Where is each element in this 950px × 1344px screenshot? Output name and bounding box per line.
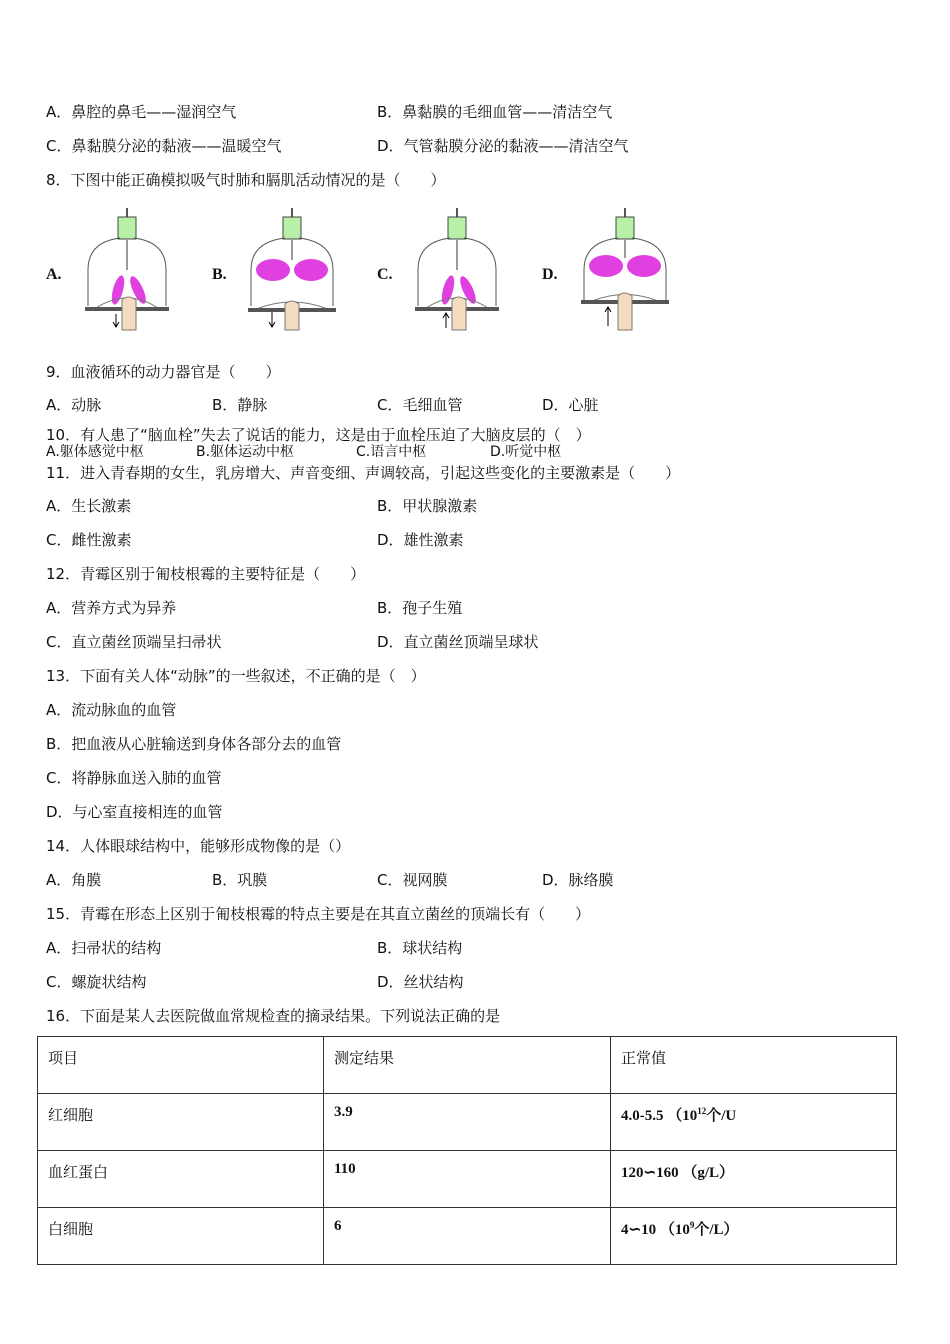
table-row <box>38 1151 897 1208</box>
q7-option-a: A．鼻腔的鼻毛——湿润空气 <box>46 103 237 121</box>
q16-stem: 16．下面是某人去医院做血常规检查的摘录结果。下列说法正确的是 <box>46 1007 501 1025</box>
q13-option-d: D．与心室直接相连的血管 <box>46 803 223 821</box>
q10-option-c: C.语言中枢 <box>356 444 427 460</box>
table-row <box>38 1208 897 1265</box>
q12-option-c: C．直立菌丝顶端呈扫帚状 <box>46 633 222 651</box>
q14-option-a: A．角膜 <box>46 871 102 889</box>
q8-stem: 8．下图中能正确模拟吸气时肺和膈肌活动情况的是（ ） <box>46 171 446 189</box>
normal-cell <box>611 1094 897 1151</box>
q11-stem: 11．进入青春期的女生，乳房增大、声音变细、声调较高，引起这些变化的主要激素是（ ） <box>46 464 681 482</box>
header-cell: 项目 <box>38 1037 324 1094</box>
q14-stem: 14．人体眼球结构中，能够形成物像的是（） <box>46 837 351 855</box>
q10-stem: 10．有人患了“脑血栓”失去了说话的能力，这是由于血栓压迫了大脑皮层的（ ） <box>46 426 591 444</box>
result-cell: 110 <box>324 1151 611 1208</box>
bell-jar-figure-b <box>247 208 339 333</box>
item-cell: 白细胞 <box>38 1208 324 1265</box>
q15-option-b: B．球状结构 <box>377 939 463 957</box>
table-row <box>38 1094 897 1151</box>
q9-stem: 9．血液循环的动力器官是（ ） <box>46 363 281 381</box>
q8-option-a: A. <box>46 266 62 283</box>
q12-option-d: D．直立菌丝顶端呈球状 <box>377 633 539 651</box>
bell-jar-figure-c <box>412 208 504 333</box>
q12-stem: 12．青霉区别于匍枝根霉的主要特征是（ ） <box>46 565 366 583</box>
q9-option-b: B．静脉 <box>212 396 268 414</box>
normal-cell <box>611 1151 897 1208</box>
q9-option-a: A．动脉 <box>46 396 102 414</box>
q11-option-a: A．生长激素 <box>46 497 132 515</box>
q15-option-d: D．丝状结构 <box>377 973 464 991</box>
q9-option-c: C．毛细血管 <box>377 396 463 414</box>
unit: 个/L） <box>694 1222 739 1238</box>
q7-option-c: C．鼻黏膜分泌的黏液——温暖空气 <box>46 137 282 155</box>
normal-cell <box>611 1208 897 1265</box>
q11-option-b: B．甲状腺激素 <box>377 497 478 515</box>
bell-jar-figure-a <box>82 208 174 333</box>
q12-option-a: A．营养方式为异养 <box>46 599 177 617</box>
q13-option-b: B．把血液从心脏输送到身体各部分去的血管 <box>46 735 342 753</box>
normal-value: 4.0-5.5 （10 <box>621 1108 698 1124</box>
q11-option-c: C．雌性激素 <box>46 531 132 549</box>
table-header-row <box>38 1037 897 1094</box>
unit: 个/U <box>706 1108 737 1124</box>
result-cell: 3.9 <box>324 1094 611 1151</box>
header-cell: 正常值 <box>611 1037 897 1094</box>
q14-option-b: B．巩膜 <box>212 871 268 889</box>
q8-option-d: D. <box>542 266 558 283</box>
result-cell: 6 <box>324 1208 611 1265</box>
q15-stem: 15．青霉在形态上区别于匍枝根霉的特点主要是在其直立菌丝的顶端长有（ ） <box>46 905 591 923</box>
q13-option-a: A．流动脉血的血管 <box>46 701 177 719</box>
q10-option-d: D.听觉中枢 <box>490 444 562 460</box>
normal-value: 120∽160 （g/L） <box>621 1165 734 1181</box>
q8-option-b: B. <box>212 266 227 283</box>
q15-option-c: C．螺旋状结构 <box>46 973 147 991</box>
q15-option-a: A．扫帚状的结构 <box>46 939 162 957</box>
header-cell: 测定结果 <box>324 1037 611 1094</box>
bell-jar-figure-d <box>580 208 672 333</box>
item-cell: 血红蛋白 <box>38 1151 324 1208</box>
blood-test-table <box>37 1036 897 1265</box>
q14-option-d: D．脉络膜 <box>542 871 614 889</box>
q7-option-b: B．鼻黏膜的毛细血管——清洁空气 <box>377 103 613 121</box>
exponent: 12 <box>697 1106 707 1116</box>
exponent: 9 <box>689 1220 695 1230</box>
q7-option-d: D．气管黏膜分泌的黏液——清洁空气 <box>377 137 629 155</box>
q9-option-d: D．心脏 <box>542 396 599 414</box>
q13-option-c: C．将静脉血送入肺的血管 <box>46 769 222 787</box>
q8-option-c: C. <box>377 266 393 283</box>
item-cell: 红细胞 <box>38 1094 324 1151</box>
q11-option-d: D．雄性激素 <box>377 531 464 549</box>
q12-option-b: B．孢子生殖 <box>377 599 463 617</box>
normal-value: 4∽10 （10 <box>621 1222 690 1238</box>
q13-stem: 13．下面有关人体“动脉”的一些叙述，不正确的是（ ） <box>46 667 426 685</box>
q10-option-b: B.躯体运动中枢 <box>196 444 295 460</box>
q10-option-a: A.躯体感觉中枢 <box>46 444 144 460</box>
q14-option-c: C．视网膜 <box>377 871 448 889</box>
